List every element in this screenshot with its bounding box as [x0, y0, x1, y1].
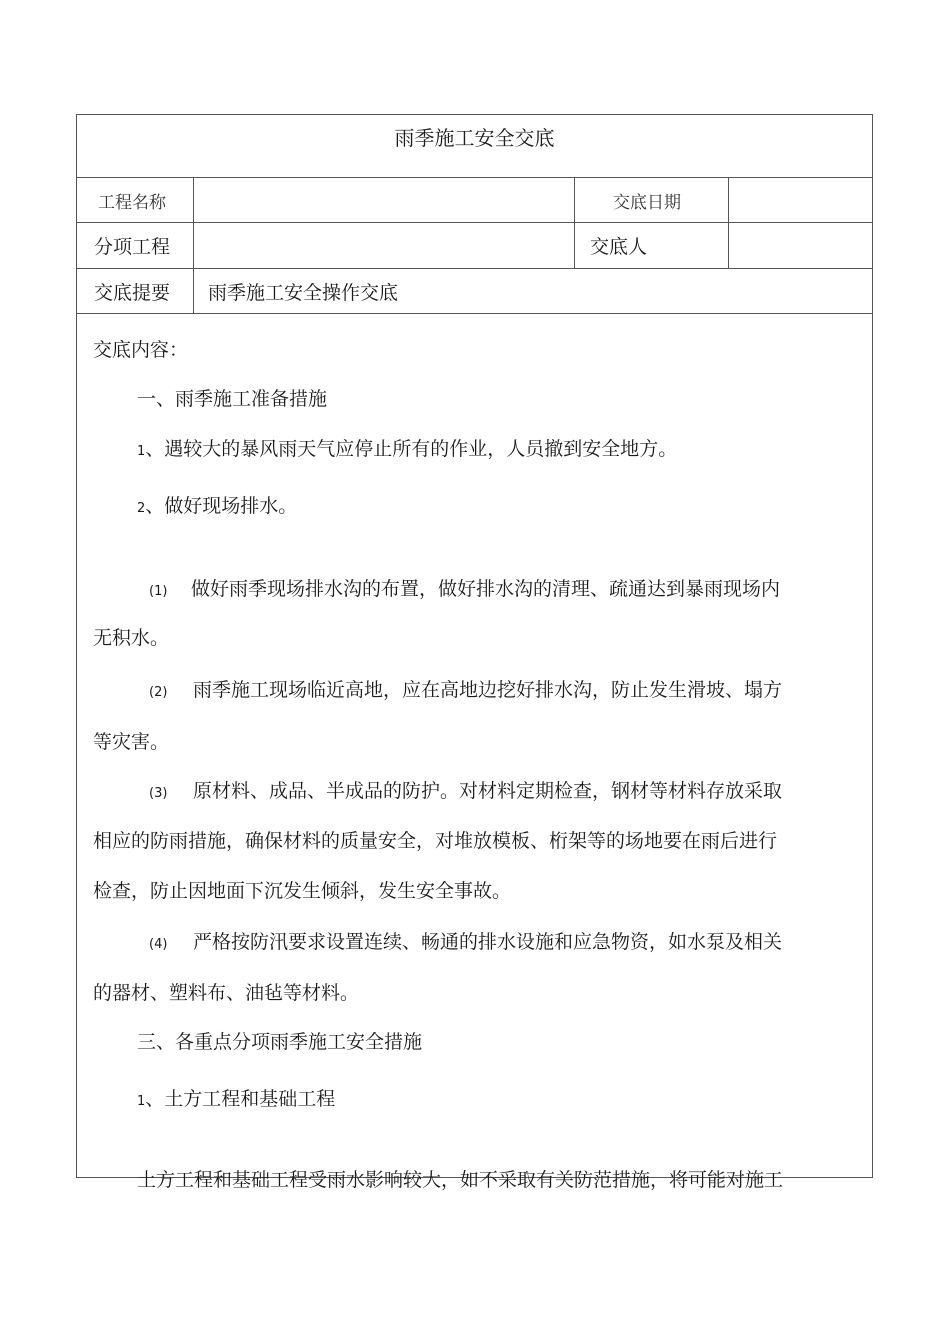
item-1-number: 1 — [137, 444, 146, 459]
briefing-person-value[interactable] — [729, 223, 874, 268]
paragraph-1-line-2: 无积水。 — [93, 627, 170, 649]
section-1-heading: 一、雨季施工准备措施 — [137, 388, 328, 410]
paragraph-3-line-2: 相应的防雨措施，确保材料的质量安全，对堆放模板、桁架等的场地要在雨后进行 — [93, 830, 778, 852]
subitem-label: 分项工程 — [77, 223, 194, 268]
paragraph-3-number: (3) — [149, 786, 168, 801]
briefing-date-label: 交底日期 — [575, 178, 729, 222]
briefing-date-value[interactable] — [729, 178, 874, 222]
item-3 — [137, 1084, 335, 1111]
item-3-text: 、土方工程和基础工程 — [145, 1088, 336, 1110]
paragraph-1-number: (1) — [149, 584, 168, 599]
paragraph-1-line-1: (1) 做好雨季现场排水沟的布置，做好排水沟的清理、疏通达到暴雨现场内 — [149, 578, 781, 600]
section-3-heading: 三、各重点分项雨季施工安全措施 — [137, 1031, 423, 1053]
subitem-value[interactable] — [194, 223, 575, 268]
form-title: 雨季施工安全交底 — [77, 115, 872, 178]
item-2 — [137, 491, 297, 518]
paragraph-4-line-2: 的器材、塑料布、油毡等材料。 — [93, 982, 360, 1004]
row-summary — [77, 269, 872, 314]
project-name-label: 工程名称 — [77, 178, 194, 222]
row-subitem — [77, 223, 872, 269]
content-heading: 交底内容： — [93, 339, 189, 361]
item-2-text: 、做好现场排水。 — [145, 495, 298, 517]
paragraph-3-line-1: (3) 原材料、成品、半成品的防护。对材料定期检查，钢材等材料存放采取 — [149, 780, 783, 802]
cut-off-line: 土方工程和基础工程受雨水影响较大，如不采取有关防范措施，将可能对施工 — [137, 1169, 784, 1191]
safety-briefing-form — [76, 114, 873, 1191]
paragraph-2-number: (2) — [149, 685, 168, 700]
item-3-number: 1 — [137, 1094, 146, 1109]
paragraph-4-number: (4) — [149, 937, 168, 952]
project-name-value[interactable] — [194, 178, 575, 222]
briefing-person-label: 交底人 — [575, 223, 729, 268]
paragraph-4-line-1: (4) 严格按防汛要求设置连续、畅通的排水设施和应急物资，如水泵及相关 — [149, 931, 783, 953]
summary-value: 雨季施工安全操作交底 — [208, 281, 399, 304]
row-project-name — [77, 178, 872, 223]
summary-label: 交底提要 — [77, 269, 194, 313]
paragraph-3-line-3: 检查，防止因地面下沉发生倾斜，发生安全事故。 — [93, 880, 512, 902]
paragraph-2-line-1: (2) 雨季施工现场临近高地，应在高地边挖好排水沟，防止发生滑坡、塌方 — [149, 679, 783, 701]
item-1 — [137, 434, 677, 461]
item-1-text: 、遇较大的暴风雨天气应停止所有的作业，人员撤到安全地方。 — [145, 438, 678, 460]
item-2-number: 2 — [137, 501, 146, 516]
paragraph-2-line-2: 等灾害。 — [93, 731, 170, 753]
